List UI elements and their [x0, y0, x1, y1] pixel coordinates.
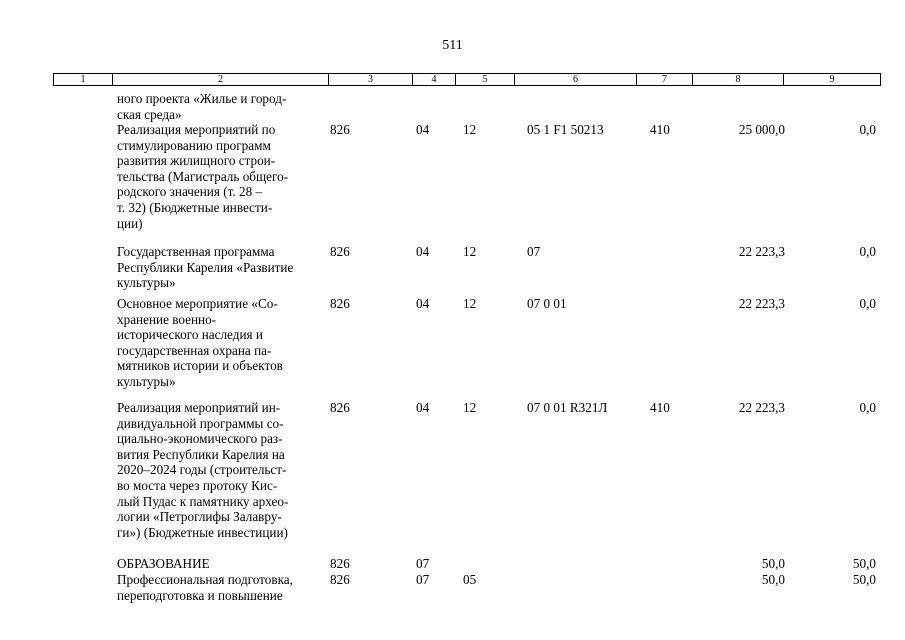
row-description: ОБРАЗОВАНИЕ: [117, 556, 210, 571]
header-col-9: 9: [784, 74, 881, 86]
row-subsection: 12: [463, 244, 477, 259]
row-amount-2: 0,0: [859, 244, 876, 259]
row-amount-2: 0,0: [859, 122, 876, 137]
row-amount-1: 25 000,0: [738, 122, 785, 137]
column-number-header: [53, 73, 881, 86]
row-amount-1: 50,0: [761, 572, 785, 587]
page-number: 511: [442, 38, 463, 53]
row-amount-1: 22 223,3: [738, 296, 785, 311]
row-section: 07: [416, 556, 430, 571]
row-admin-code: 826: [330, 400, 350, 415]
header-col-3: 3: [329, 74, 413, 86]
header-col-5: 5: [456, 74, 515, 86]
header-col-2: 2: [113, 74, 329, 86]
row-amount-1: 50,0: [761, 556, 785, 571]
row-admin-code: 826: [330, 122, 350, 137]
row-description: Реализация мероприятий по стимулированию программ развития жилищного строи- тельства (Магистраль общего- родского значения (т. 28 – т. 32) (Бюджетные инвести- ции): [117, 122, 289, 231]
header-col-6: 6: [515, 74, 637, 86]
row-subsection: 12: [463, 296, 477, 311]
row-expense-type: 410: [650, 122, 670, 137]
header-col-4: 4: [413, 74, 456, 86]
row-admin-code: 826: [330, 556, 350, 571]
row-subsection: 05: [463, 572, 477, 587]
row-description: ного проекта «Жилье и город- ская среда»: [117, 91, 287, 122]
row-subsection: 12: [463, 400, 477, 415]
row-amount-2: 0,0: [859, 400, 876, 415]
row-section: 04: [416, 122, 430, 137]
row-description: Реализация мероприятий ин- дивидуальной программы со- циально-экономического раз- вития Республики Карелия на 2020–2024 годы (строительст- во моста через протоку Кис- лый Пудас к памятнику архео- логии «Петроглифы Залавру- ги») (Бюджетные инвестиции): [117, 400, 289, 540]
row-expense-type: 410: [650, 400, 670, 415]
row-target-article: 05 1 F1 50213: [527, 122, 604, 137]
header-col-8: 8: [693, 74, 784, 86]
row-description: Основное мероприятие «Со- хранение военно- исторического наследия и государственная охрана па- мятников истории и объектов культуры»: [117, 296, 283, 389]
row-target-article: 07 0 01 R321Л: [527, 400, 608, 415]
header-col-7: 7: [637, 74, 693, 86]
header-col-1: 1: [54, 74, 113, 86]
row-amount-1: 22 223,3: [738, 244, 785, 259]
row-section: 04: [416, 400, 430, 415]
row-admin-code: 826: [330, 244, 350, 259]
row-amount-2: 50,0: [852, 556, 876, 571]
row-subsection: 12: [463, 122, 477, 137]
row-amount-2: 50,0: [852, 572, 876, 587]
row-admin-code: 826: [330, 572, 350, 587]
row-description: Государственная программа Республики Карелия «Развитие культуры»: [117, 244, 294, 291]
row-description: Профессиональная подготовка, переподготовка и повышение: [117, 572, 293, 603]
row-section: 04: [416, 244, 430, 259]
row-section: 04: [416, 296, 430, 311]
row-amount-2: 0,0: [859, 296, 876, 311]
row-section: 07: [416, 572, 430, 587]
row-target-article: 07 0 01: [527, 296, 567, 311]
row-admin-code: 826: [330, 296, 350, 311]
row-target-article: 07: [527, 244, 541, 259]
row-amount-1: 22 223,3: [738, 400, 785, 415]
